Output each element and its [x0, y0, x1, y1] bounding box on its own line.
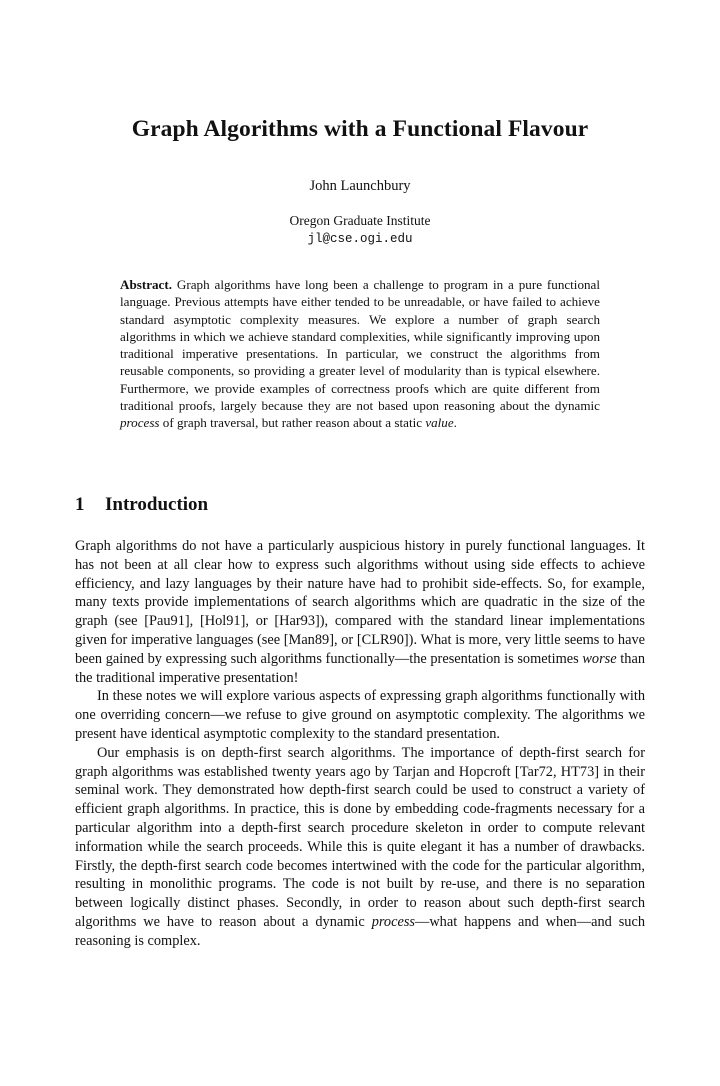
paragraph-emphasis: process — [371, 913, 415, 930]
abstract-text: Graph algorithms have long been a challenge to program in a pure functional language. Previous attempts have either tended to be unreadable, or have failed to achieve standard asymptotic complexity measures. We explore a number of graph search algorithms in which we achieve standard complexities, while significantly improving upon traditional imperative presentations. In particular, we construct the algorithms from reusable components, so providing a greater level of modularity than is typical elsewhere. Furthermore, we provide examples of correctness proofs which are quite different from traditional proofs, largely because they are not based upon reasoning about the dynamic — [120, 277, 600, 413]
author-email: jl@cse.ogi.edu — [307, 232, 413, 246]
abstract-emphasis: process — [120, 415, 160, 430]
author-affiliation-block — [75, 212, 645, 248]
paragraph: In these notes we will explore various aspects of expressing graph algorithms functionally with one overriding concern—we refuse to give ground on asymptotic complexity. The algorithms we present have identical asymptotic complexity to the standard presentation. — [75, 688, 645, 742]
author-name: John Launchbury — [309, 178, 411, 194]
paragraph — [75, 744, 645, 951]
section-title: Introduction — [105, 494, 209, 515]
section-body — [75, 537, 645, 951]
paragraph-emphasis: worse — [582, 650, 617, 667]
paper-title: Graph Algorithms with a Functional Flavour — [131, 116, 589, 142]
paragraph-text: Our emphasis is on depth-first search algorithms. The importance of depth-first search for graph algorithms was established twenty years ago by Tarjan and Hopcroft [Tar72, HT73] in their seminal work. They demonstrated how depth-first search could be used to construct a variety of efficient graph algorithms. In practice, this is done by embedding code-fragments necessary for a particular algorithm into a depth-first search procedure skeleton in order to compute relevant information while the search proceeds. While this is quite elegant it has a number of drawbacks. Firstly, the depth-first search code becomes intertwined with the code for the particular algorithm, resulting in monolithic programs. The code is not built by re-use, and there is no separation between logically distinct phases. Secondly, in order to reason about such depth-first search algorithms we have to reason about a dynamic — [75, 744, 645, 930]
abstract-text: . — [453, 415, 457, 430]
section-number: 1 — [75, 494, 85, 515]
abstract-text: of graph traversal, but rather reason about a static — [159, 415, 426, 430]
abstract-emphasis: value — [425, 415, 454, 430]
paragraph-text: Graph algorithms do not have a particularly auspicious history in purely functional languages. It has not been at all clear how to express such algorithms without using side effects to achieve efficiency, and lazy languages by their nature have had to prohibit side-effects. So, for example, many texts provide implementations of search algorithms which are quadratic in the size of the graph (see [Pau91], [Hol91], or [Har93]), compared with the standard linear implementations given for imperative languages (see [Man89], or [CLR90]). What is more, very little seems to have been gained by expressing such algorithms functionally—the presentation is sometimes — [75, 538, 645, 667]
section-heading — [75, 494, 208, 516]
abstract — [120, 276, 600, 431]
paragraph-text: —what happens and when—and such reasoning is complex. — [75, 913, 645, 949]
paragraph — [75, 537, 645, 687]
abstract-label: Abstract. — [120, 277, 172, 292]
affiliation: Oregon Graduate Institute — [289, 213, 431, 228]
paragraph-text: than the traditional imperative presentation! — [75, 650, 645, 686]
